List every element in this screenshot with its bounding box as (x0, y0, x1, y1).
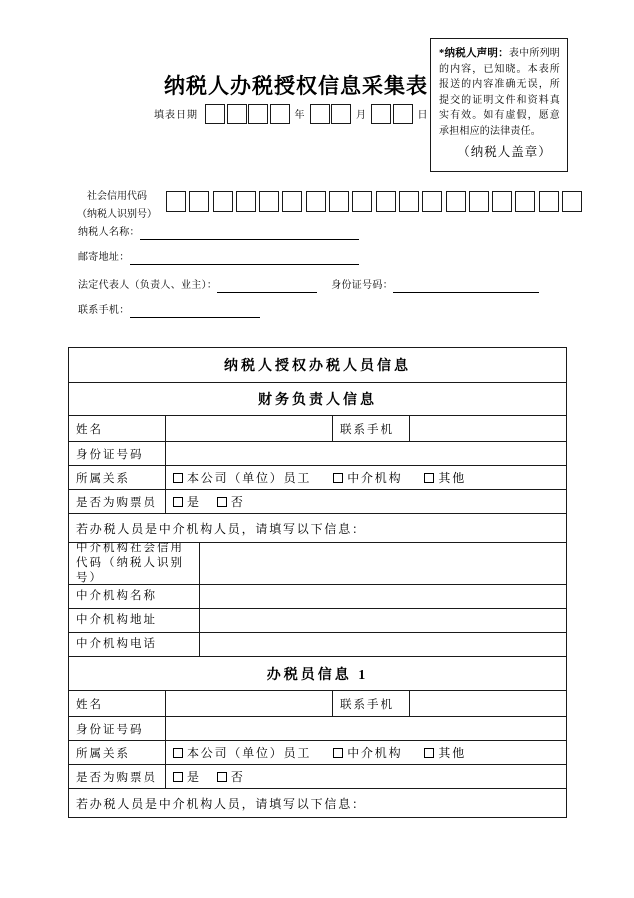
id-label: 身份证号码 (69, 717, 166, 740)
taxpayer-declaration-box (430, 38, 568, 172)
checkbox-option-yes[interactable] (173, 768, 201, 785)
section-header-row (69, 656, 566, 690)
table-row (69, 632, 566, 656)
declaration-body: 表中所列明的内容，已知晓。本表所报送的内容准确无误，所提交的证明文件和资料真实有效。如有虚假，愿意承担相应的法律责任。 (439, 48, 560, 137)
fill-box[interactable] (515, 191, 535, 212)
form-title: 纳税人办税授权信息采集表 (164, 74, 428, 98)
table-main-header-row (69, 348, 566, 382)
fill-date-line (154, 103, 433, 124)
phone-input[interactable] (410, 416, 566, 441)
agency-credit-code-label: 中介机构社会信用代码（纳税人识别号） (69, 543, 200, 584)
checkbox-label: 否 (230, 770, 245, 784)
fill-box[interactable] (205, 104, 225, 124)
table-row (69, 716, 566, 740)
fill-box[interactable] (371, 104, 391, 124)
checkbox-icon (173, 748, 183, 758)
agency-name-label: 中介机构名称 (69, 585, 200, 608)
taxpayer-name-input[interactable] (140, 226, 359, 240)
fill-box[interactable] (213, 191, 233, 212)
credit-code-boxes (166, 191, 582, 212)
checkbox-icon (217, 497, 227, 507)
ticket-purchaser-label: 是否为购票员 (69, 765, 166, 788)
ticket-purchaser-label: 是否为购票员 (69, 490, 166, 513)
table-row (69, 690, 566, 716)
checkbox-icon (424, 748, 434, 758)
name-label: 姓名 (69, 416, 166, 441)
month-boxes (310, 104, 352, 124)
day-boxes (371, 104, 413, 124)
agency-address-input[interactable] (200, 609, 566, 632)
authorized-personnel-table (68, 347, 567, 818)
table-row (69, 415, 566, 441)
mobile-input[interactable] (130, 304, 260, 318)
agency-address-label: 中介机构地址 (69, 609, 200, 632)
fill-box[interactable] (352, 191, 372, 212)
id-number-input[interactable] (393, 279, 539, 293)
taxpayer-name-label: 纳税人名称： (78, 227, 140, 238)
finance-officer-section-header: 财务负责人信息 (258, 393, 377, 408)
checkbox-option-company-employee[interactable] (173, 469, 311, 486)
month-suffix: 月 (356, 110, 366, 121)
relation-label: 所属关系 (69, 466, 166, 489)
fill-box[interactable] (329, 191, 349, 212)
agency-name-input[interactable] (200, 585, 566, 608)
credit-code-label-line1: 社会信用代码 (87, 191, 147, 202)
id-input[interactable] (166, 717, 566, 740)
checkbox-icon (333, 473, 343, 483)
table-note-row (69, 788, 566, 817)
checkbox-option-other[interactable] (424, 469, 466, 486)
fill-box[interactable] (331, 104, 351, 124)
mobile-label: 联系手机： (78, 305, 130, 316)
name-input[interactable] (166, 416, 333, 441)
phone-label: 联系手机 (333, 416, 410, 441)
ticket-purchaser-options (166, 490, 566, 513)
fill-box[interactable] (376, 191, 396, 212)
agency-phone-label: 中介机构电话 (69, 633, 200, 656)
fill-box[interactable] (282, 191, 302, 212)
fill-box[interactable] (469, 191, 489, 212)
taxpayer-seal-label: （纳税人盖章） (457, 145, 552, 159)
checkbox-icon (333, 748, 343, 758)
ticket-purchaser-options (166, 765, 566, 788)
credit-code-label-line2: （纳税人识别号） (77, 208, 157, 220)
mailing-address-input[interactable] (130, 251, 359, 265)
phone-label: 联系手机 (333, 691, 410, 716)
checkbox-option-no[interactable] (217, 768, 245, 785)
declaration-text (439, 46, 560, 139)
fill-box[interactable] (227, 104, 247, 124)
table-row (69, 608, 566, 632)
checkbox-label: 本公司（单位）员工 (187, 471, 312, 485)
checkbox-label: 否 (230, 495, 245, 509)
fill-box[interactable] (492, 191, 512, 212)
checkbox-option-other[interactable] (424, 744, 466, 761)
fill-box[interactable] (270, 104, 290, 124)
mailing-address-label: 邮寄地址： (78, 252, 130, 263)
relation-options (166, 741, 566, 764)
year-suffix: 年 (294, 110, 305, 121)
fill-box[interactable] (259, 191, 279, 212)
fill-box[interactable] (422, 191, 442, 212)
agency-credit-code-input[interactable] (200, 543, 566, 584)
name-input[interactable] (166, 691, 333, 716)
checkbox-label: 是 (187, 495, 201, 509)
fill-box[interactable] (189, 191, 209, 212)
checkbox-option-company-employee[interactable] (173, 744, 311, 761)
mailing-address-field (78, 249, 359, 265)
agency-phone-input[interactable] (200, 633, 566, 656)
relation-options (166, 466, 566, 489)
fill-box[interactable] (539, 191, 559, 212)
id-label: 身份证号码 (69, 442, 166, 465)
checkbox-icon (217, 772, 227, 782)
section-header-row (69, 382, 566, 415)
name-label: 姓名 (69, 691, 166, 716)
table-row (69, 542, 566, 584)
fill-box[interactable] (393, 104, 413, 124)
checkbox-label: 其他 (438, 746, 467, 760)
table-row (69, 740, 566, 764)
checkbox-option-no[interactable] (217, 493, 245, 510)
id-input[interactable] (166, 442, 566, 465)
year-boxes (205, 104, 290, 124)
table-row (69, 441, 566, 465)
checkbox-option-agency[interactable] (333, 744, 402, 761)
fill-box[interactable] (306, 191, 326, 212)
mobile-field (78, 302, 260, 318)
table-row (69, 489, 566, 513)
checkbox-label: 中介机构 (347, 746, 403, 760)
table-main-header: 纳税人授权办税人员信息 (224, 359, 411, 374)
table-row (69, 764, 566, 788)
declaration-heading: *纳税人声明： (439, 48, 509, 59)
checkbox-label: 本公司（单位）员工 (187, 746, 312, 760)
checkbox-label: 中介机构 (347, 471, 403, 485)
checkbox-label: 其他 (438, 471, 467, 485)
table-row (69, 465, 566, 489)
fill-box[interactable] (166, 191, 186, 212)
id-number-label: 身份证号码： (331, 280, 394, 291)
credit-code-label (70, 188, 164, 223)
relation-label: 所属关系 (69, 741, 166, 764)
legal-rep-label: 法定代表人（负责人、业主）： (78, 280, 218, 291)
table-note-row (69, 513, 566, 542)
table-row (69, 584, 566, 608)
checkbox-option-yes[interactable] (173, 493, 201, 510)
phone-input[interactable] (410, 691, 566, 716)
checkbox-icon (424, 473, 434, 483)
fill-box[interactable] (446, 191, 466, 212)
checkbox-icon (173, 772, 183, 782)
checkbox-label: 是 (187, 770, 201, 784)
tax-clerk-section-header: 办税员信息 1 (266, 667, 369, 683)
fill-box[interactable] (236, 191, 256, 212)
checkbox-icon (173, 497, 183, 507)
fill-box[interactable] (399, 191, 419, 212)
fill-box[interactable] (310, 104, 330, 124)
legal-rep-input[interactable] (217, 279, 317, 293)
agency-note: 若办税人员是中介机构人员，请填写以下信息： (76, 521, 366, 536)
fill-box[interactable] (562, 191, 582, 212)
checkbox-icon (173, 473, 183, 483)
day-suffix: 日 (417, 110, 428, 121)
fill-box[interactable] (248, 104, 268, 124)
taxpayer-name-field (78, 224, 359, 240)
fill-date-label: 填表日期 (154, 110, 198, 121)
agency-note: 若办税人员是中介机构人员，请填写以下信息： (76, 796, 366, 811)
checkbox-option-agency[interactable] (333, 469, 402, 486)
legal-rep-field (78, 277, 539, 293)
